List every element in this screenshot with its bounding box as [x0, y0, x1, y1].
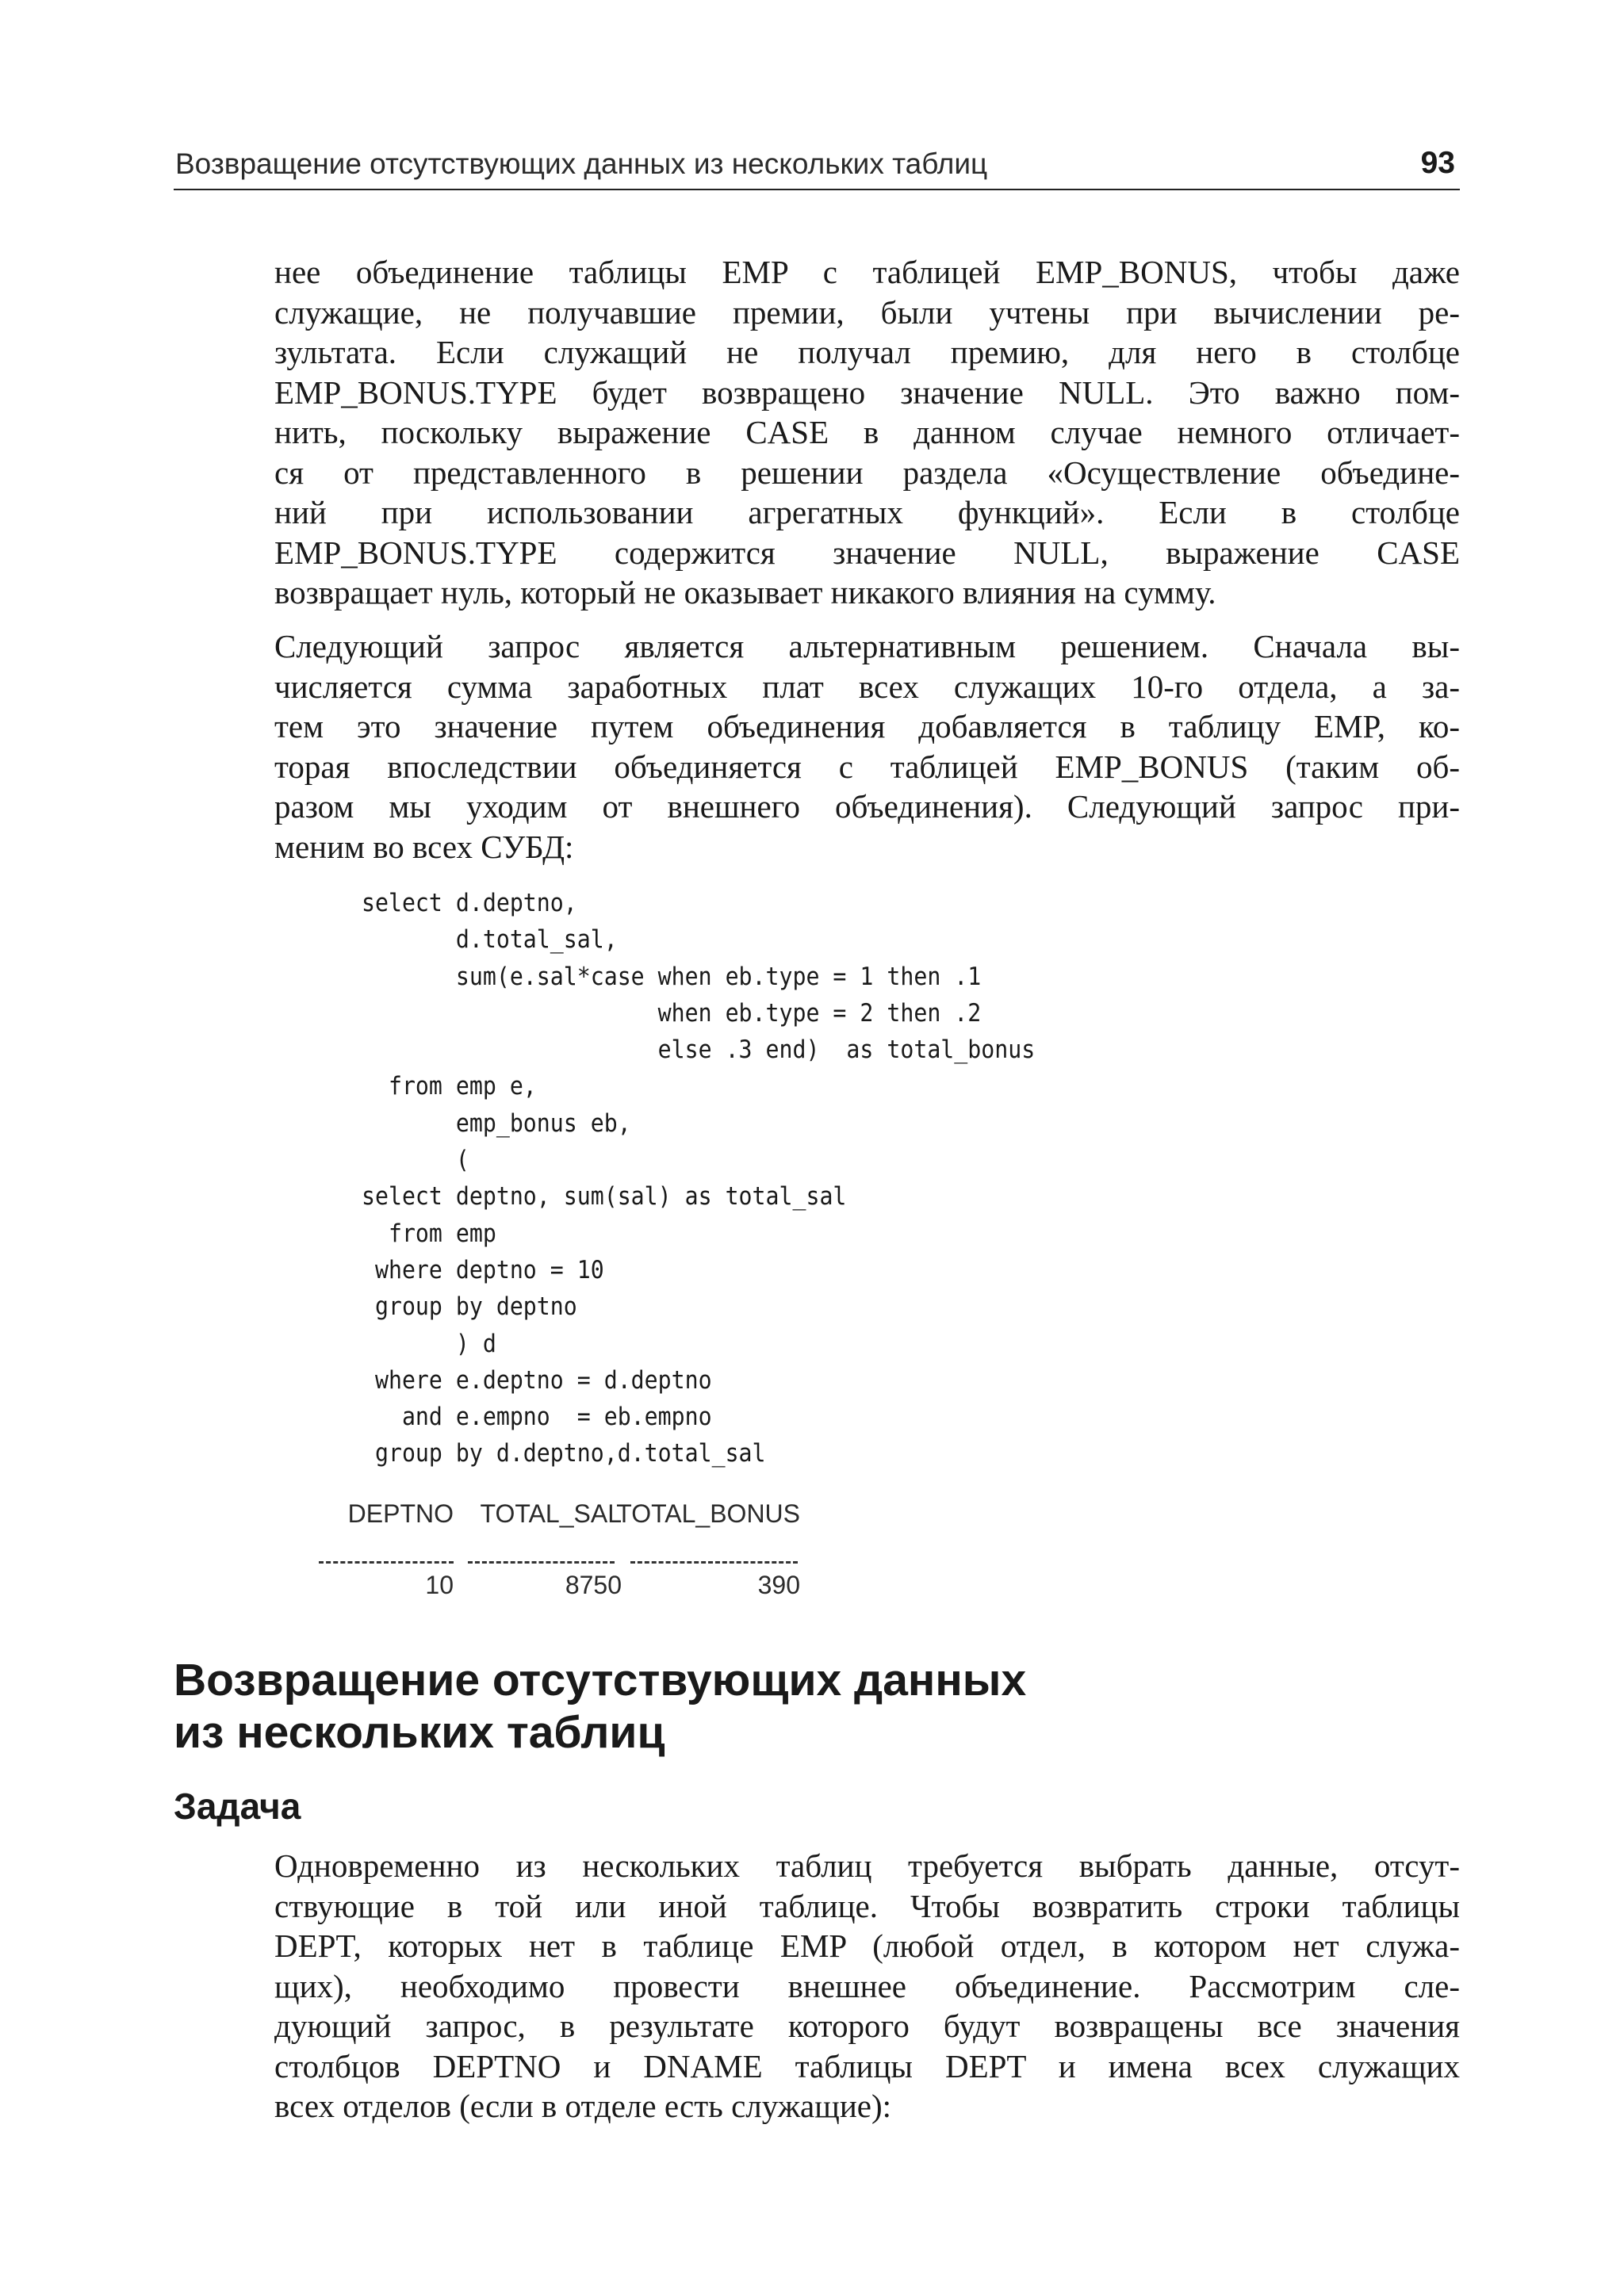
sql-code-listing: select d.deptno, d.total_sal, sum(e.sal*case when eb.type = 1 then .1 when eb.type = 2 then .2 else .3 end) as total_bonus from emp e, emp_bonus eb, ( select deptno, sum(sal) as total_sal from emp where deptno = 10 group by deptno ) d where e.deptno = d.deptno and e.empno = eb.empno group by d.deptno,d.total_sal — [362, 889, 1036, 1468]
result-separator-dash — [630, 1537, 798, 1564]
section-heading — [174, 1654, 1442, 1759]
body-paragraph-1 — [274, 252, 1460, 613]
result-header-total-bonus: TOTAL_BONUS — [616, 1499, 800, 1528]
text-line: тем это значение путем объединения добавляется в таблицу EMP, ко- — [274, 708, 1460, 745]
subsection-heading: Задача — [174, 1786, 301, 1827]
running-header-title: Возвращение отсутствующих данных из нескольких таблиц — [175, 147, 988, 180]
text-line: служащие, не получавшие премии, были учтены при вычислении ре- — [274, 293, 1460, 331]
result-header-row — [319, 1501, 810, 1537]
text-line: дующий запрос, в результате которого будут возвращены все значения — [274, 2008, 1460, 2044]
text-line: DEPT, которых нет в таблице EMP (любой отдел, в котором нет служа- — [274, 1927, 1460, 1964]
text-line: зультата. Если служащий не получал премию, для него в столбце — [274, 334, 1460, 370]
result-header-total-sal: TOTAL_SAL — [480, 1499, 622, 1528]
text-line: меним во всех СУБД: — [274, 828, 574, 865]
text-line: нее объединение таблицы EMP с таблицей EMP_BONUS, чтобы даже — [274, 254, 1460, 290]
section-heading-line: из нескольких таблиц — [174, 1707, 665, 1758]
text-line: торая впоследствии объединяется с таблицей EMP_BONUS (таким об- — [274, 748, 1460, 785]
text-line: разом мы уходим от внешнего объединения). Следующий запрос при- — [274, 788, 1460, 825]
text-line: столбцов DEPTNO и DNAME таблицы DEPT и имена всех служащих — [274, 2047, 1460, 2084]
text-line: всех отделов (если в отделе есть служащие): — [274, 2088, 891, 2124]
result-cell-deptno: 10 — [425, 1571, 454, 1599]
result-cell-total-bonus: 390 — [757, 1571, 800, 1599]
text-line: Следующий запрос является альтернативным решением. Сначала вы- — [274, 628, 1460, 664]
text-line: EMP_BONUS.TYPE будет возвращено значение NULL. Это важно пом- — [274, 373, 1460, 411]
result-data-row — [319, 1572, 810, 1609]
text-line: ний при использовании агрегатных функций». Если в столбце — [274, 494, 1460, 530]
result-separator-dash — [468, 1537, 615, 1564]
page-number: 93 — [1420, 146, 1455, 180]
text-line: возвращает нуль, который не оказывает никакого влияния на сумму. — [274, 574, 1216, 611]
text-line: Одновременно из нескольких таблиц требуется выбрать данные, отсут- — [274, 1847, 1460, 1884]
text-line: EMP_BONUS.TYPE содержится значение NULL, выражение CASE — [274, 534, 1460, 571]
text-line: числяется сумма заработных плат всех служащих 10-го отдела, а за- — [274, 668, 1460, 705]
result-cell-total-sal: 8750 — [565, 1571, 622, 1599]
section-heading-line: Возвращение отсутствующих данных — [174, 1655, 1027, 1705]
text-line: ствующие в той или иной таблице. Чтобы возвратить строки таблицы — [274, 1887, 1460, 1924]
body-paragraph-3 — [274, 1846, 1460, 2126]
text-line: нить, поскольку выражение CASE в данном случае немного отличает- — [274, 414, 1460, 450]
result-header-deptno: DEPTNO — [347, 1499, 454, 1528]
running-header — [174, 147, 1460, 190]
result-separator-dash — [319, 1537, 454, 1564]
query-result-table — [319, 1501, 810, 1609]
body-paragraph-2 — [274, 626, 1460, 867]
result-separator — [319, 1537, 810, 1572]
text-line: ся от представленного в решении раздела «Осуществление объедине- — [274, 454, 1460, 491]
text-line: щих), необходимо провести внешнее объединение. Рассмотрим сле- — [274, 1967, 1460, 2004]
